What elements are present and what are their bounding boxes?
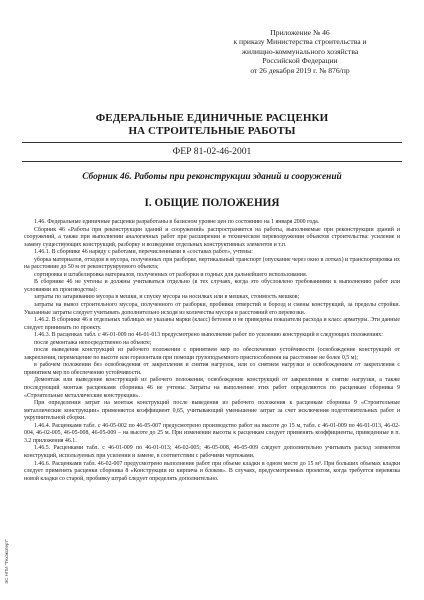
body-paragraph: При определении затрат на монтаж конструкций после выведения из рабочего положения к расценкам сборника 9 «Строительные металлические конструкции» применяется коэффициент 0,65, учитывающий уменьшение затрат за счет исключения подготовительных работ и укрупнительной сборки. [24,400,400,422]
body-paragraph: Сборник 46 «Работы при реконструкции зданий и сооружений» распространяется на работы, выполняемые при реконструкции зданий и сооружений, а также при выполнении аналогичных работ при расширении и техническом перевооружении объектов строительства: усиление и замену существующих конструкций, разборку и возведение отдельных конструктивных элементов и т.п. [24,226,400,248]
body-paragraph: 1.46.5. Расценками табл. с 46-01-009 по 46-01-013; 46-02-005; 46-05-008, 46-05-009 следует дополнительно учитывать расход элементов конструкций, используемых при усилении и замене, в соответствии с рабочими чертежами. [24,445,400,459]
body-paragraph: затраты на вывоз строительного мусора, полученного от разборки, пробивки отверстий и борозд и смены конструкций, за пределы стройки. Указанные затраты следует учитывать дополнительно исходя из количества мусора и расстояний его перевозки. [24,302,400,316]
appendix-line: Российской Федерации [262,56,338,66]
body-paragraph: в рабочем положении без освобождения от закрепления и снятия нагрузок, или со снятием нагрузки и освобождением от закрепления с принятием мер по обеспечению устойчивости. [24,362,400,376]
collection-title: Сборник 46. Работы при реконструкции зданий и сооружений [82,172,342,182]
document-title-line: ФЕДЕРАЛЬНЫЕ ЕДИНИЧНЫЕ РАСЦЕНКИ [95,112,329,124]
appendix-line: Приложение № 46 [270,28,330,37]
document-code: ФЕР 81-02-46-2001 [172,146,252,157]
side-watermark [4,540,12,584]
body-paragraph: 1.46.3. В расценках табл. с 46-01-009 по 46-01-013 предусмотрено выполнение работ по усилению конструкций в следующих положениях: [34,332,383,339]
appendix-line: от 26 декабря 2019 г. № 876/пр [250,65,350,75]
divider-bottom [22,161,402,162]
document-title [0,112,424,138]
appendix-line: к приказу Министерства строительства и [233,37,367,47]
body-paragraph: 1.46.2. В сборнике 46 в отдельных таблицах не указаны марки (класс) бетонов и не приведены показатели расхода и класс арматуры. Эти данные следует принимать по проекту. [24,317,400,331]
appendix-reference [200,28,400,75]
body-paragraph: 1.46.6. Расценками табл. 46-02-007 предусмотрено выполнение работ при объеме кладки в одном месте до 15 м³. При больших объемах кладки следует применять расценки сборника 8 «Конструкции из кирпича и блоков». В случаях, предусмотренных проектом, когда требуется перевязка новой кладки со старой, пробивку штраб следует определять дополнительно. [24,460,400,482]
body-paragraph: 1.46. Федеральные единичные расценки разработаны в базисном уровне цен по состоянию на 1 января 2000 года. [34,219,320,225]
body-paragraph: Демонтаж или выведение конструкций из рабочего положения, освобождение конструкций от закрепления и снятие нагрузки, а также последующий монтаж расценками сборника 46 не учтены. Затраты на выполнение этих работ определяются по расценкам сборника 9 «Строительные металлические конструкции». [24,377,400,399]
body-paragraph: 1.46.1. В сборнике 46 наряду с работами, перечисленными в «составах работ», учтены: [34,249,253,256]
body-paragraph: уборка материалов, отходов и мусора, полученных при разборке, вертикальный транспорт (опускание через окно в лотках) и транспортировка их на расстояние до 50 м от реконструируемого объекта; [24,256,400,271]
body-paragraph: В сборнике 46 не учтены и должны учитываться отдельно (в тех случаях, когда это обусловлено требованиями к выполнению работ или условиями их производства): [24,279,400,293]
body-paragraph: 1.46.4. Расценками табл. с 46-05-002 по 46-05-007 предусмотрено производство работ на высоте до 15 м, табл. с 46-01-009 по 46-01-013, 46-02-004, 46-02-005, 46-05-008, 46-05-009 – на высоте до 25 м. При изменении высоты к расценкам следует применять коэффициенты, приведенные в п. 3.2 приложения 46.1. [24,422,400,444]
body-paragraph: затраты по затариванию мусора в мешки, и спуску мусора на носилках или в мешках, стоимость мешков; [34,294,300,301]
body-paragraph: после демонтажа непосредственно на объекте; [34,339,152,346]
divider-top [22,142,402,143]
section-heading: I. ОБЩИЕ ПОЛОЖЕНИЯ [144,197,280,209]
side-watermark-text: ЭС НПИ "Техэксперт" [4,538,9,584]
body-paragraph: сортировка и штабелировка материалов, полученных от разборки и годных для дальнейшего использования. [34,271,308,278]
body-paragraph: после выведения конструкций из рабочего положения с принятием мер по обеспечению устойчивости (освобождение конструкций от закрепления, перемещение по высоте или горизонтали при помощи грузоподъемного приспособления на расстояние не более 0,5 м); [24,347,400,361]
document-title-line: НА СТРОИТЕЛЬНЫЕ РАБОТЫ [128,125,296,137]
document-body [24,219,400,483]
appendix-line: жилищно-коммунального хозяйства [241,46,359,56]
